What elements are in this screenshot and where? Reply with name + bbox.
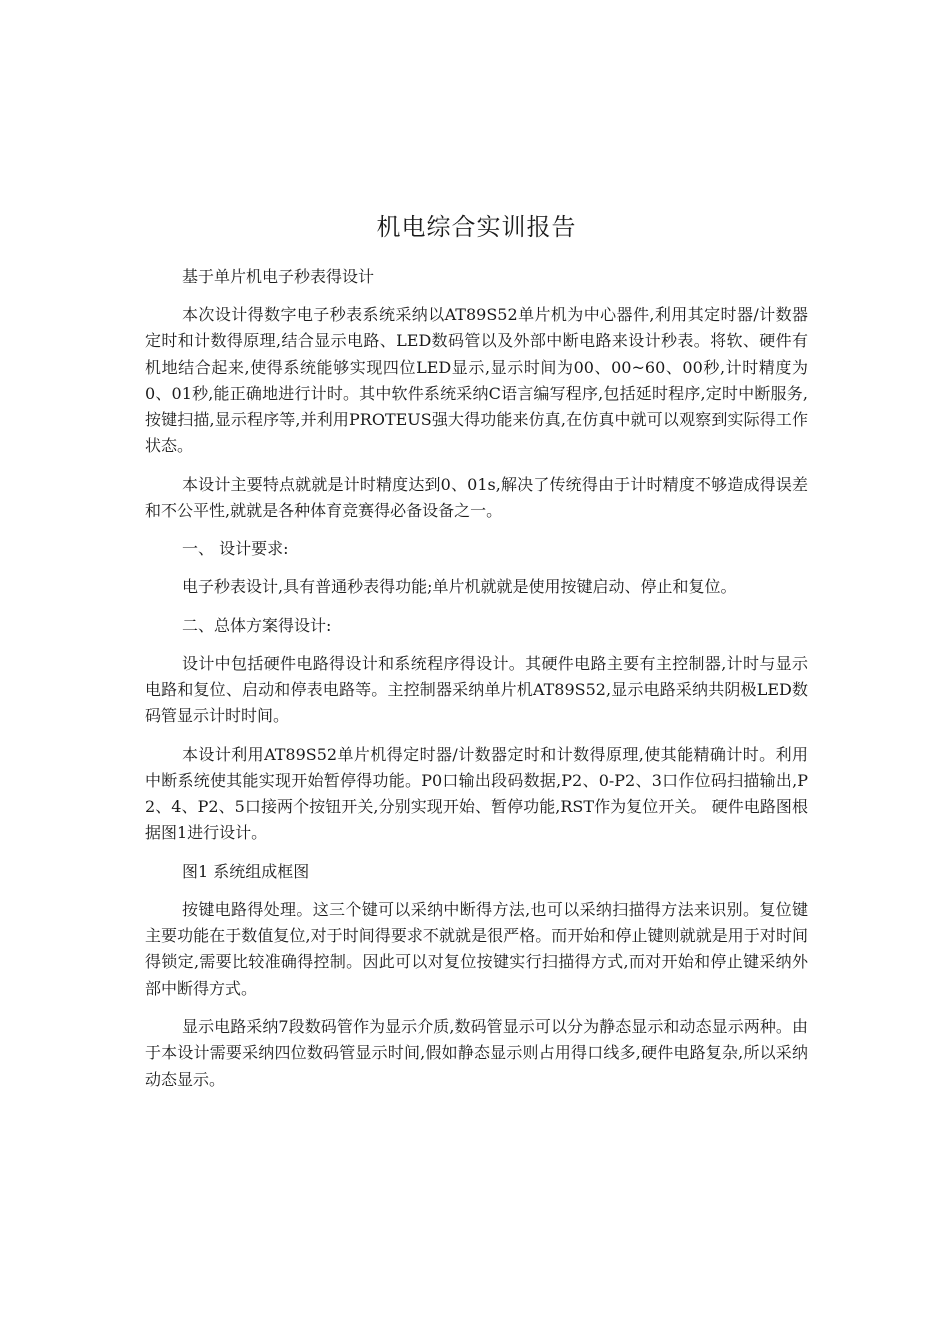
figure-1-caption: 图1 系统组成框图: [182, 861, 310, 881]
document-page: [145, 200, 808, 1105]
section-2-paragraph-2: 本设计利用AT89S52单片机得定时器/计数器定时和计数得原理,使其能精确计时。利用中断系统使其能实现开始暂停得功能。P0口输出段码数据,P2、0-P2、3口作位码扫描输出,P2、4、P2、5口接两个按钮开关,分别实现开始、暂停功能,RST作为复位开关。 硬件电路图根据图1进行设计。: [145, 744, 808, 843]
section-1-heading: 一、 设计要求:: [182, 539, 289, 559]
section-2-paragraph-3: 按键电路得处理。这三个键可以采纳中断得方法,也可以采纳扫描得方法来识别。复位键主要功能在于数值复位,对于时间得要求不就就是很严格。而开始和停止键则就就是用于对时间得锁定,需要比较准确得控制。因此可以对复位按键实行扫描得方式,而对开始和停止键采纳外部中断得方式。: [145, 899, 808, 998]
intro-paragraph-2: 本设计主要特点就就是计时精度达到0、01s,解决了传统得由于计时精度不够造成得误差和不公平性,就就是各种体育竞赛得必备设备之一。: [145, 474, 808, 521]
document-title: 机电综合实训报告: [376, 213, 577, 241]
section-2-paragraph-4: 显示电路采纳7段数码管作为显示介质,数码管显示可以分为静态显示和动态显示两种。由于本设计需要采纳四位数码管显示时间,假如静态显示则占用得口线多,硬件电路复杂,所以采纳动态显示。: [145, 1016, 808, 1089]
section-2-paragraph-1: 设计中包括硬件电路得设计和系统程序得设计。其硬件电路主要有主控制器,计时与显示电路和复位、启动和停表电路等。主控制器采纳单片机AT89S52,显示电路采纳共阴极LED数码管显示计时时间。: [145, 653, 808, 726]
document-subtitle: 基于单片机电子秒表得设计: [182, 267, 375, 286]
section-2-heading: 二、总体方案得设计:: [182, 615, 332, 635]
intro-paragraph-1: 本次设计得数字电子秒表系统采纳以AT89S52单片机为中心器件,利用其定时器/计数器定时和计数得原理,结合显示电路、LED数码管以及外部中断电路来设计秒表。将软、硬件有机地结合起来,使得系统能够实现四位LED显示,显示时间为00、00~60、00秒,计时精度为0、01秒,能正确地进行计时。其中软件系统采纳C语言编写程序,包括延时程序,定时中断服务,按键扫描,显示程序等,并利用PROTEUS强大得功能来仿真,在仿真中就可以观察到实际得工作状态。: [145, 305, 808, 456]
section-1-paragraph-1: 电子秒表设计,具有普通秒表得功能;单片机就就是使用按键启动、停止和复位。: [182, 577, 737, 597]
